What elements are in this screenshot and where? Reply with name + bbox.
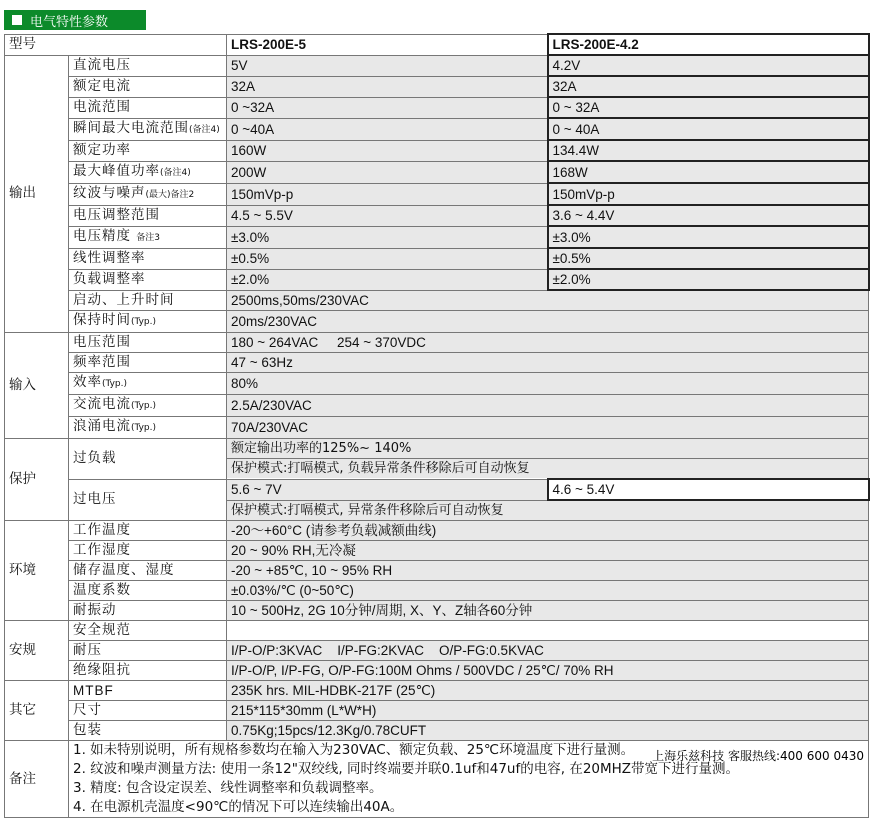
value-shared: 70A/230VAC <box>227 417 869 439</box>
row-name: 负载调整率 <box>69 269 227 290</box>
environment-row-1 <box>5 541 869 561</box>
row-name: 储存温度、湿度 <box>69 561 227 581</box>
note-line-3: 3. 精度: 包含设定误差、线性调整率和负载调整率。 <box>73 780 383 796</box>
category-protection: 保护 <box>5 439 69 521</box>
row-note: (Typ.) <box>102 379 128 389</box>
input-row-3 <box>5 395 869 417</box>
row-name: 线性调整率 <box>69 248 227 269</box>
row-name: 启动、上升时间 <box>69 290 227 311</box>
environment-row-0 <box>5 521 869 541</box>
row-name: 额定电流 <box>69 76 227 97</box>
input-row-0 <box>5 333 869 353</box>
value-shared: I/P-O/P:3KVAC I/P-FG:2KVAC O/P-FG:0.5KVAC <box>227 641 869 661</box>
row-note: (Typ.) <box>131 423 157 433</box>
value-shared: ±0.03%/℃ (0~50℃) <box>227 581 869 601</box>
value-model-2: 4.2V <box>548 55 869 76</box>
value-shared: 10 ~ 500Hz, 2G 10分钟/周期, X、Y、Z轴各60分钟 <box>227 601 869 621</box>
value-model-2: 0 ~ 40A <box>548 118 869 140</box>
protection-row-0 <box>5 439 869 459</box>
value-shared <box>227 621 869 641</box>
square-icon <box>12 15 22 25</box>
row-name <box>69 161 227 183</box>
row-name: 过负载 <box>69 439 227 480</box>
environment-row-4 <box>5 601 869 621</box>
section-title-bar <box>4 10 146 30</box>
output-row-7 <box>5 205 869 226</box>
spec-table <box>4 33 870 818</box>
other-row-2 <box>5 721 869 741</box>
value-shared: 2500ms,50ms/230VAC <box>227 290 869 311</box>
value-model-1: ±3.0% <box>227 226 548 248</box>
row-note: (最大)备注2 <box>145 189 195 200</box>
output-row-9 <box>5 248 869 269</box>
category-environment: 环境 <box>5 521 69 621</box>
value-shared: 保护模式:打嗝模式, 异常条件移除后可自动恢复 <box>227 500 869 521</box>
row-name <box>69 226 227 248</box>
category-safety: 安规 <box>5 621 69 681</box>
output-row-11 <box>5 290 869 311</box>
row-name: 耐振动 <box>69 601 227 621</box>
row-note: 备注3 <box>136 232 161 243</box>
notes-content <box>69 741 869 818</box>
value-model-1: 160W <box>227 140 548 161</box>
value-model-2: ±2.0% <box>548 269 869 290</box>
value-shared: 47 ~ 63Hz <box>227 353 869 373</box>
note-line-1: 1. 如未特别说明，所有规格参数均在输入为230VAC、额定负载、25℃环境温度下进行量测。 <box>73 742 635 758</box>
other-row-0 <box>5 681 869 701</box>
output-row-12 <box>5 311 869 333</box>
output-row-1 <box>5 76 869 97</box>
model-2: LRS-200E-4.2 <box>548 34 869 55</box>
value-shared: 额定输出功率的125%~ 140% <box>227 439 869 459</box>
output-row-8 <box>5 226 869 248</box>
value-model-1: ±2.0% <box>227 269 548 290</box>
row-name: 过电压 <box>69 479 227 521</box>
value-model-1: 4.5 ~ 5.5V <box>227 205 548 226</box>
hotline-text: 上海乐兹科技 客服热线:400 600 0430 <box>652 749 864 763</box>
row-name <box>69 395 227 417</box>
row-name: 安全规范 <box>69 621 227 641</box>
environment-row-2 <box>5 561 869 581</box>
row-name: 频率范围 <box>69 353 227 373</box>
model-label: 型号 <box>5 34 227 55</box>
row-name: 额定功率 <box>69 140 227 161</box>
value-model-1: 0 ~40A <box>227 118 548 140</box>
value-model-1: 150mVp-p <box>227 183 548 205</box>
row-name: 电压调整范围 <box>69 205 227 226</box>
value-shared: 20 ~ 90% RH,无冷凝 <box>227 541 869 561</box>
row-name: 绝缘阻抗 <box>69 661 227 681</box>
value-model-2: 3.6 ~ 4.4V <box>548 205 869 226</box>
row-name: 工作温度 <box>69 521 227 541</box>
row-note: (备注4) <box>189 124 220 135</box>
category-notes: 备注 <box>5 741 69 818</box>
row-note: (备注4) <box>160 167 191 178</box>
category-input: 输入 <box>5 333 69 439</box>
environment-row-3 <box>5 581 869 601</box>
category-output: 输出 <box>5 55 69 333</box>
output-row-10 <box>5 269 869 290</box>
safety-row-1 <box>5 641 869 661</box>
model-row <box>5 34 869 55</box>
output-row-3 <box>5 118 869 140</box>
row-name: 包装 <box>69 721 227 741</box>
value-shared: -20 ~ +85℃, 10 ~ 95% RH <box>227 561 869 581</box>
value-shared: 215*115*30mm (L*W*H) <box>227 701 869 721</box>
value-model-2: 168W <box>548 161 869 183</box>
safety-row-0 <box>5 621 869 641</box>
value-shared: 235K hrs. MIL-HDBK-217F (25℃) <box>227 681 869 701</box>
output-row-2 <box>5 97 869 118</box>
value-model-2: ±3.0% <box>548 226 869 248</box>
value-shared: 保护模式:打嗝模式, 负载异常条件移除后可自动恢复 <box>227 459 869 480</box>
row-name-text: 最大峰值功率 <box>73 162 160 179</box>
value-model-2: 150mVp-p <box>548 183 869 205</box>
notes-row <box>5 741 869 818</box>
safety-row-2 <box>5 661 869 681</box>
model-1: LRS-200E-5 <box>227 34 548 55</box>
protection-row-2 <box>5 479 869 500</box>
value-model-2: 4.6 ~ 5.4V <box>548 479 869 500</box>
value-shared: 80% <box>227 373 869 395</box>
output-row-5 <box>5 161 869 183</box>
row-name: 电流范围 <box>69 97 227 118</box>
input-row-4 <box>5 417 869 439</box>
row-note: (Typ.) <box>131 317 157 327</box>
output-row-0 <box>5 55 869 76</box>
output-row-4 <box>5 140 869 161</box>
row-name-text: 交流电流 <box>73 396 131 412</box>
row-name <box>69 417 227 439</box>
value-model-1: 0 ~32A <box>227 97 548 118</box>
value-model-2: 0 ~ 32A <box>548 97 869 118</box>
row-name: 电压范围 <box>69 333 227 353</box>
value-shared: 180 ~ 264VAC 254 ~ 370VDC <box>227 333 869 353</box>
row-name: 尺寸 <box>69 701 227 721</box>
value-model-2: 32A <box>548 76 869 97</box>
value-model-1: 200W <box>227 161 548 183</box>
row-note: (Typ.) <box>131 401 157 411</box>
other-row-1 <box>5 701 869 721</box>
row-name: 直流电压 <box>69 55 227 76</box>
value-shared: -20～+60°C (请参考负载减额曲线) <box>227 521 869 541</box>
value-model-1: ±0.5% <box>227 248 548 269</box>
row-name-text: 瞬间最大电流范围 <box>73 119 189 136</box>
value-shared: 20ms/230VAC <box>227 311 869 333</box>
value-model-1: 32A <box>227 76 548 97</box>
input-row-1 <box>5 353 869 373</box>
row-name: 耐压 <box>69 641 227 661</box>
section-title: 电气特性参数 <box>30 14 109 30</box>
row-name-text: 效率 <box>73 374 102 390</box>
row-name-text: 纹波与噪声 <box>73 184 146 201</box>
row-name: 温度系数 <box>69 581 227 601</box>
value-shared: 0.75Kg;15pcs/12.3Kg/0.78CUFT <box>227 721 869 741</box>
row-name-text: 保持时间 <box>73 312 131 328</box>
row-name-text: 电压精度 <box>73 227 131 244</box>
value-shared: I/P-O/P, I/P-FG, O/P-FG:100M Ohms / 500VDC / 25℃/ 70% RH <box>227 661 869 681</box>
value-model-2: 134.4W <box>548 140 869 161</box>
row-name: 工作湿度 <box>69 541 227 561</box>
value-model-1: 5V <box>227 55 548 76</box>
category-other: 其它 <box>5 681 69 741</box>
note-line-4: 4. 在电源机壳温度<90℃的情况下可以连续输出40A。 <box>73 799 404 815</box>
row-name-text: 浪涌电流 <box>73 418 131 434</box>
row-name <box>69 118 227 140</box>
row-name <box>69 183 227 205</box>
row-name: MTBF <box>69 681 227 701</box>
value-model-1: 5.6 ~ 7V <box>227 479 548 500</box>
row-name <box>69 311 227 333</box>
value-shared: 2.5A/230VAC <box>227 395 869 417</box>
input-row-2 <box>5 373 869 395</box>
row-name <box>69 373 227 395</box>
value-model-2: ±0.5% <box>548 248 869 269</box>
output-row-6 <box>5 183 869 205</box>
note-line-2: 2. 纹波和噪声测量方法: 使用一条12"双绞线, 同时终端要并联0.1uf和47uf的电容, 在20MHZ带宽下进行量测。 <box>73 761 740 777</box>
